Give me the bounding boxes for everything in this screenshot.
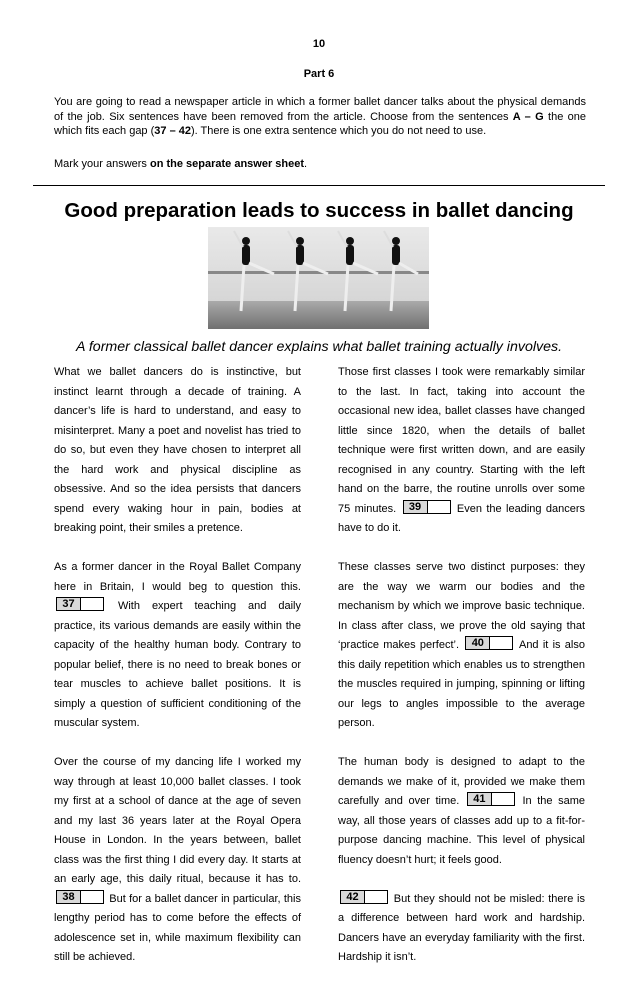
mark-answers-text: Mark your answers on the separate answer sheet. [54, 158, 308, 170]
paragraph: These classes serve two distinct purposes: they are the way we warm our bodies and the mechanism by which we improve basic technique. In class after class, we prove the old saying that ‘practice makes perfect’. 40 And it is also this daily repetition which enables us to strengthen the muscles required in jumping, spinning or lifting our legs to angles impossible to the average person. [338, 561, 585, 729]
gap-number: 41 [468, 793, 492, 805]
gap-number: 42 [341, 891, 365, 903]
article-column-left [54, 363, 301, 987]
article-column-right [338, 363, 585, 987]
gap-37-box [56, 597, 104, 611]
divider [33, 185, 605, 186]
gap-number: 38 [57, 891, 81, 903]
paragraph: As a former dancer in the Royal Ballet Company here in Britain, I would beg to question this. 37 With expert teaching and daily practice, its various demands are easily within the capacity of the healthy human body. Contrary to popular belief, there is no need to break bones or tear muscles to achieve ballet positions. It is simply a question of sufficient conditioning of the muscular system. [54, 561, 301, 729]
gap-39-box [403, 500, 451, 514]
paragraph: What we ballet dancers do is instinctive, but instinct learnt through a decade of training. A dancer’s life is hard to understand, and easy to misinterpret. Many a poet and novelist has tried to do so, but even they have chosen to interpret all the hard work and physical discipline as obsessive. And so the idea persists that dancers spend every waking hour in pain, bodies at breaking point, their smiles a pretence. [54, 366, 301, 534]
gap-number: 40 [466, 637, 490, 649]
article-title: Good preparation leads to success in ballet dancing [64, 199, 574, 222]
paragraph: Over the course of my dancing life I worked my way through at least 10,000 ballet classes. I took my first at a school of dance at the age of seven and my last 36 years later at the Royal Opera House in London. In the years between, ballet class was the first thing I did every day. It starts at an early age, this daily ritual, because it has to. 38 But for a ballet dancer in particular, this lengthy period has to come before the effects of adolescence set in, while maximum flexibility can still be achieved. [54, 756, 301, 963]
paragraph: The human body is designed to adapt to the demands we make of it, provided we make them carefully and over time. 41 In the same way, all those years of classes add up to a fit-for-purpose dancing machine. This level of physical fluency doesn’t hurt; it feels good. [338, 756, 585, 866]
gap-number: 37 [57, 598, 81, 610]
ballet-dancers-photo [208, 227, 429, 329]
gap-number: 39 [404, 501, 428, 513]
paragraph: 42 But they should not be misled: there is a difference between hard work and hardship. Dancers have an everyday familiarity with the first. Hardship it isn’t. [338, 890, 585, 963]
gap-40-box [465, 636, 513, 650]
instructions-text: You are going to read a newspaper article in which a former ballet dancer talks about the physical demands of the job. Six sentences have been removed from the article. Choose from the sentences A – G the one which fits each gap (37 – 42). There is one extra sentence which you do not need to use. [54, 96, 586, 137]
gap-42-box [340, 890, 388, 904]
part-heading: Part 6 [303, 68, 335, 80]
gap-38-box [56, 890, 104, 904]
paragraph: Those first classes I took were remarkably similar to the last. In fact, taking into account the occasional new idea, ballet classes have changed little since 1820, when the details of ballet technique were first written down, and are easily recognised in any country. Starting with the left hand on the barre, the routine unrolls over some 75 minutes. 39 Even the leading dancers have to do it. [338, 366, 585, 534]
article-subtitle: A former classical ballet dancer explains what ballet training actually involves. [75, 339, 563, 355]
page-number: 10 [312, 38, 326, 50]
gap-41-box [467, 792, 515, 806]
